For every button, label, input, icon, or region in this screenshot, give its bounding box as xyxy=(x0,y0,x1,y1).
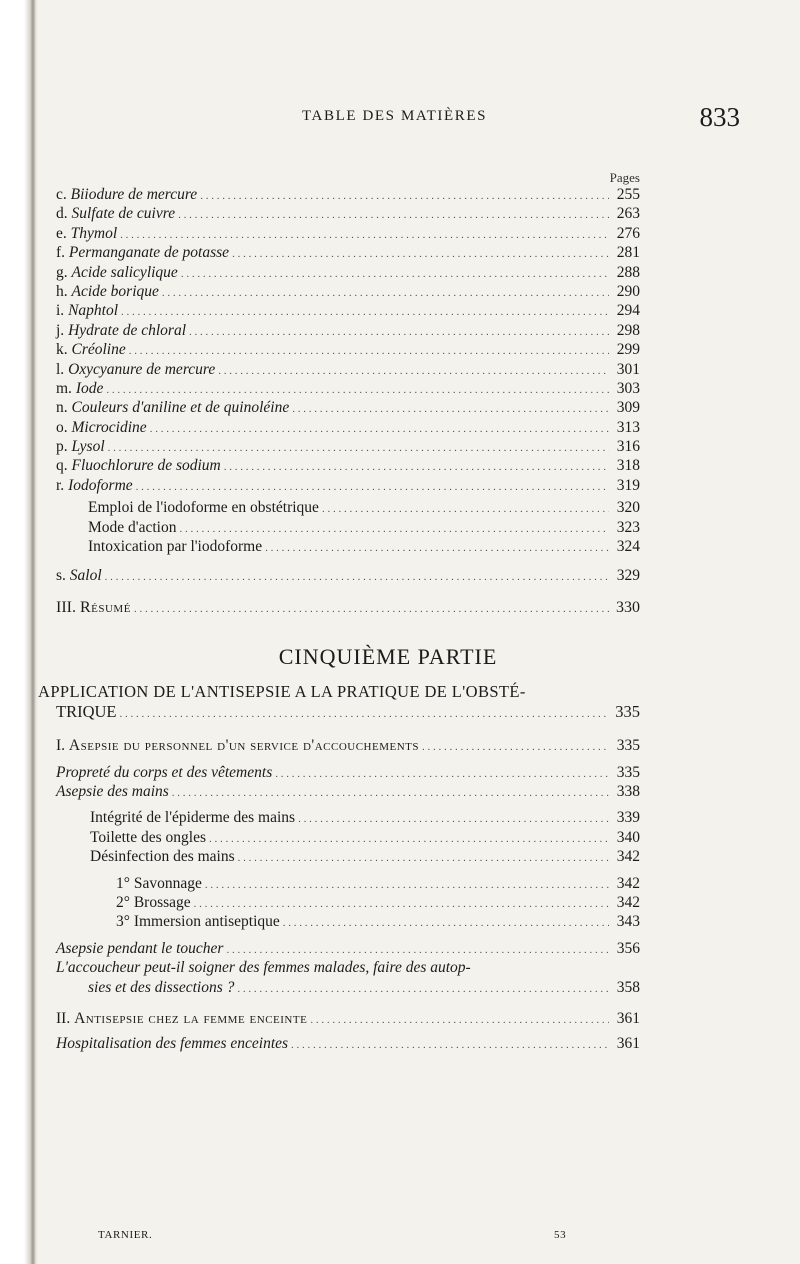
toc-entry-k[interactable] xyxy=(56,341,640,360)
entry-label xyxy=(56,225,117,243)
entry-letter: k. xyxy=(56,341,68,359)
entry-page: 298 xyxy=(616,321,640,339)
entry-label xyxy=(56,764,272,782)
leader-dots xyxy=(121,302,609,320)
leader-dots xyxy=(265,538,609,556)
leader-dots xyxy=(178,205,609,223)
entry-label xyxy=(56,244,229,262)
entry-letter: n. xyxy=(56,399,68,417)
application-line-1: APPLICATION DE L'ANTISEPSIE A LA PRATIQUE DE L'OBSTÉ- xyxy=(38,682,526,702)
entry-label xyxy=(90,809,295,827)
entry-title: Asepsie pendant le toucher xyxy=(56,939,224,957)
entry-title: Hospitalisation des femmes enceintes xyxy=(56,1035,289,1053)
part-title: CINQUIÈME PARTIE xyxy=(278,644,498,670)
toc-subentry[interactable] xyxy=(56,875,640,894)
leader-dots xyxy=(232,244,609,262)
entry-letter: h. xyxy=(56,282,68,300)
leader-dots xyxy=(162,283,609,301)
leader-dots xyxy=(322,499,609,517)
page-number: 833 xyxy=(699,102,740,132)
entry-page: 323 xyxy=(616,518,640,536)
entry-title: Permanganate de potasse xyxy=(68,244,230,262)
toc-subentry[interactable] xyxy=(56,538,640,557)
running-head xyxy=(120,102,740,142)
leader-dots xyxy=(238,848,609,866)
leader-dots xyxy=(283,913,609,931)
entry-title: 1° Savonnage xyxy=(116,874,202,892)
section-i-items xyxy=(56,764,640,803)
entry-title: Antisepsie chez la femme enceinte xyxy=(74,1009,308,1027)
entry-page: 313 xyxy=(616,418,640,436)
entry-title: Thymol xyxy=(70,224,118,242)
entry-label xyxy=(90,829,206,847)
entry-page: 294 xyxy=(616,302,640,320)
toc-subentry[interactable] xyxy=(56,809,640,828)
entry-title: 3° Immersion antiseptique xyxy=(116,913,280,931)
entry-page: 335 xyxy=(616,737,640,755)
footer-signature-mark: 53 xyxy=(554,1229,567,1241)
entry-number: II. xyxy=(56,1009,71,1027)
entry-title: Créoline xyxy=(71,341,126,359)
entry-label xyxy=(90,848,235,866)
toc-entry-p[interactable] xyxy=(56,438,640,457)
toc-subentry[interactable] xyxy=(56,829,640,848)
entry-number: III. xyxy=(56,598,76,616)
entry-page: 255 xyxy=(616,186,640,203)
entry-page: 361 xyxy=(616,1009,640,1027)
leader-dots xyxy=(181,264,609,282)
toc-entry-l[interactable] xyxy=(56,361,640,380)
running-title: TABLE DES MATIÈRES xyxy=(302,108,488,124)
leader-dots xyxy=(275,764,609,782)
page-binding-edge xyxy=(0,0,38,1264)
entry-page: 290 xyxy=(616,282,640,300)
leader-dots xyxy=(237,979,609,997)
toc-subentry[interactable] xyxy=(56,783,640,802)
entry-label xyxy=(56,438,105,456)
entry-title: Iodoforme xyxy=(68,476,133,494)
toc-entry-toucher[interactable] xyxy=(56,940,640,959)
entry-title: Hydrate de chloral xyxy=(68,321,187,339)
leader-dots xyxy=(150,419,609,437)
toc-entry-o[interactable] xyxy=(56,419,640,438)
entry-label xyxy=(56,457,221,475)
entry-page: 299 xyxy=(616,341,640,359)
entry-page: 281 xyxy=(616,244,640,262)
entry-title: Fluochlorure de sodium xyxy=(71,457,221,475)
leader-dots xyxy=(224,457,609,475)
leader-dots xyxy=(120,702,610,722)
entry-letter: p. xyxy=(56,438,68,456)
leader-dots xyxy=(108,438,609,456)
entry-page: 342 xyxy=(616,874,640,892)
iodoforme-subentries xyxy=(56,499,640,557)
page-footer xyxy=(98,1229,618,1241)
entry-label xyxy=(56,341,126,359)
entry-title: Sulfate de cuivre xyxy=(71,205,176,223)
entry-label xyxy=(88,519,176,537)
entry-title: Microcidine xyxy=(71,418,147,436)
entry-title: Naphtol xyxy=(68,302,119,320)
leader-dots xyxy=(134,599,609,617)
entry-title: Acide borique xyxy=(71,282,159,300)
entry-label xyxy=(88,499,319,517)
entry-page: 361 xyxy=(616,1035,640,1053)
toc-entry-i[interactable] xyxy=(56,302,640,321)
toc-subentry[interactable] xyxy=(56,894,640,913)
leader-dots xyxy=(218,361,609,379)
entry-letter: j. xyxy=(56,321,65,339)
entry-page: 301 xyxy=(616,360,640,378)
entry-letter: c. xyxy=(56,186,67,203)
toc-entry-d[interactable] xyxy=(56,205,640,224)
leader-dots xyxy=(422,737,609,755)
entry-page: 320 xyxy=(616,499,640,517)
entry-label xyxy=(56,186,197,204)
entry-title: Oxycyanure de mercure xyxy=(68,360,216,378)
entry-page: 309 xyxy=(616,399,640,417)
entry-title: Asepsie du personnel d'un service d'accouchements xyxy=(68,737,419,755)
leader-dots xyxy=(120,225,609,243)
entry-page: 316 xyxy=(616,438,640,456)
entry-label xyxy=(116,913,280,931)
entry-page: 288 xyxy=(616,263,640,281)
entry-title: Acide salicylique xyxy=(71,263,178,281)
entry-label xyxy=(56,419,147,437)
entry-title: Emploi de l'iodoforme en obstétrique xyxy=(88,499,319,517)
entry-letter: i. xyxy=(56,302,65,320)
entry-page: 335 xyxy=(615,702,640,722)
entry-title: Couleurs d'aniline et de quinoléine xyxy=(71,399,290,417)
entry-page: 330 xyxy=(616,598,640,616)
toc-entry-salol[interactable] xyxy=(56,567,640,586)
leader-dots xyxy=(105,567,609,585)
entry-title: Iode xyxy=(75,379,104,397)
footer-author: TARNIER. xyxy=(98,1229,153,1241)
leader-dots xyxy=(194,894,609,912)
toc-subentry[interactable] xyxy=(56,913,640,932)
toc-entry-application[interactable] xyxy=(38,682,640,722)
accoucheur-line-2 xyxy=(56,979,640,998)
leader-dots xyxy=(291,1035,609,1053)
toc-subentry[interactable] xyxy=(56,519,640,538)
entry-letter: m. xyxy=(56,379,72,397)
entry-label xyxy=(88,538,262,556)
entry-label xyxy=(56,302,118,320)
entry-title: Biiodure de mercure xyxy=(70,186,198,203)
toc-entry-resume[interactable] xyxy=(56,599,640,618)
leader-dots xyxy=(129,341,609,359)
entry-page: 342 xyxy=(616,848,640,866)
entry-page: 342 xyxy=(616,893,640,911)
toc-entry-m[interactable] xyxy=(56,380,640,399)
entry-label xyxy=(56,380,103,398)
entry-page: 338 xyxy=(616,782,640,800)
entry-page: 263 xyxy=(616,205,640,223)
leader-dots xyxy=(292,399,609,417)
entry-number: I. xyxy=(56,737,66,755)
entry-letter: s. xyxy=(56,567,66,585)
entry-page: 303 xyxy=(616,379,640,397)
leader-dots xyxy=(205,875,609,893)
entry-label xyxy=(56,783,169,801)
entries-list-a xyxy=(56,186,640,496)
leader-dots xyxy=(200,186,609,204)
leader-dots xyxy=(172,783,609,801)
entry-page: 276 xyxy=(616,224,640,242)
entry-title: Intégrité de l'épiderme des mains xyxy=(90,809,296,827)
toc-entry-hospitalisation[interactable] xyxy=(56,1035,640,1054)
toc-subentry[interactable] xyxy=(56,764,640,783)
entry-page: 335 xyxy=(616,763,640,781)
entry-title: Intoxication par l'iodoforme xyxy=(88,538,263,556)
entry-letter: r. xyxy=(56,476,65,494)
entry-label xyxy=(56,477,133,495)
leader-dots xyxy=(136,477,609,495)
entry-letter: g. xyxy=(56,263,68,281)
toc-entry-accoucheur[interactable] xyxy=(56,959,640,998)
entry-label xyxy=(56,264,178,282)
toc-entry-f[interactable] xyxy=(56,244,640,263)
toc-entry-c[interactable] xyxy=(56,186,640,205)
table-of-contents xyxy=(38,186,640,1055)
pages-column-label: Pages xyxy=(609,170,640,185)
application-line-2 xyxy=(38,702,640,722)
entry-page: 318 xyxy=(616,457,640,475)
entry-title-line-2: sies et des dissections ? xyxy=(88,978,235,996)
leader-dots xyxy=(310,1010,609,1028)
entry-letter: o. xyxy=(56,418,68,436)
entry-letter: d. xyxy=(56,205,68,223)
entry-page: 340 xyxy=(616,828,640,846)
toc-entry-section-i[interactable] xyxy=(56,737,640,756)
entry-page: 324 xyxy=(616,538,640,556)
entry-title-line-1: L'accoucheur peut-il soigner des femmes malades, faire des autop- xyxy=(56,959,471,977)
mains-subentries xyxy=(56,809,640,867)
leader-dots xyxy=(298,809,609,827)
entry-page: 339 xyxy=(616,809,640,827)
accoucheur-line-1 xyxy=(56,959,640,978)
entry-label xyxy=(116,875,202,893)
toc-subentry[interactable] xyxy=(56,499,640,518)
toc-entry-j[interactable] xyxy=(56,322,640,341)
leader-dots xyxy=(179,519,609,537)
entry-title: 2° Brossage xyxy=(116,893,191,911)
leader-dots xyxy=(106,380,609,398)
toc-entry-h[interactable] xyxy=(56,283,640,302)
entry-title: Lysol xyxy=(71,438,105,456)
entry-label xyxy=(56,283,159,301)
entry-page: 319 xyxy=(616,476,640,494)
leader-dots xyxy=(189,322,609,340)
toc-subentry[interactable] xyxy=(56,848,640,867)
entry-title: Asepsie des mains xyxy=(56,782,169,800)
entry-label xyxy=(56,205,175,223)
toc-entry-section-ii[interactable] xyxy=(56,1010,640,1029)
desinfection-subentries xyxy=(56,875,640,933)
entry-letter: l. xyxy=(56,360,65,378)
entry-title: Résumé xyxy=(79,598,131,616)
entry-label xyxy=(56,361,215,379)
entry-page: 356 xyxy=(616,939,640,957)
entry-page: 343 xyxy=(616,913,640,931)
toc-entry-q[interactable] xyxy=(56,457,640,476)
entry-title: Désinfection des mains xyxy=(90,848,235,866)
entry-label xyxy=(56,399,289,417)
leader-dots xyxy=(226,940,609,958)
entry-title: Toilette des ongles xyxy=(90,828,207,846)
entry-letter: f. xyxy=(56,244,66,262)
entry-letter: q. xyxy=(56,457,68,475)
entry-title: Salol xyxy=(69,567,102,585)
toc-entry-g[interactable] xyxy=(56,264,640,283)
entry-title: Mode d'action xyxy=(88,518,177,536)
leader-dots xyxy=(209,829,609,847)
entry-label xyxy=(56,322,186,340)
entry-title: Propreté du corps et des vêtements xyxy=(56,763,273,781)
entry-page: 358 xyxy=(616,978,640,996)
entry-title: TRIQUE xyxy=(56,702,117,722)
entry-label xyxy=(116,894,191,912)
entry-page: 329 xyxy=(616,567,640,585)
entry-letter: e. xyxy=(56,224,67,242)
toc-entry-r[interactable] xyxy=(56,477,640,496)
toc-entry-n[interactable] xyxy=(56,399,640,418)
toc-entry-e[interactable] xyxy=(56,225,640,244)
